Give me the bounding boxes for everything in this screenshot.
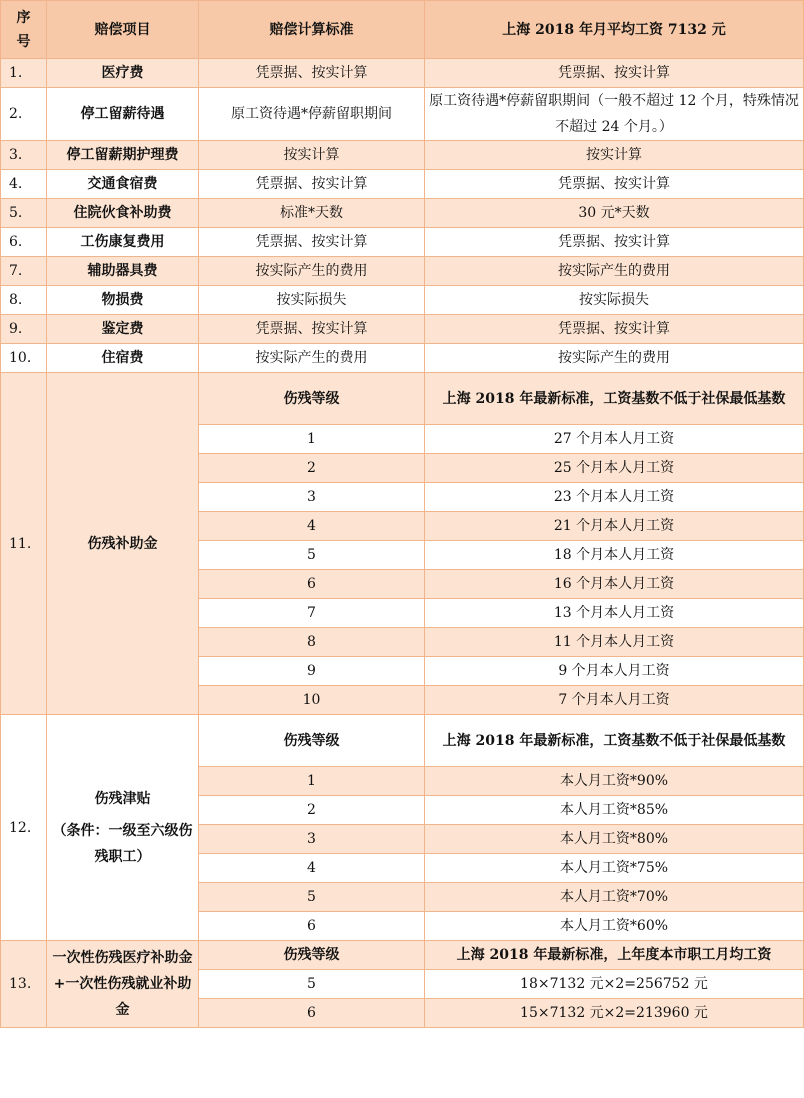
level: 1 <box>199 767 425 796</box>
row-no: 3. <box>1 141 47 170</box>
level-value: 本人月工资*85% <box>425 796 804 825</box>
level: 4 <box>199 512 425 541</box>
header-item: 赔偿项目 <box>47 1 199 59</box>
row-no: 1. <box>1 59 47 88</box>
group-13-sub-left: 伤残等级 <box>199 941 425 970</box>
row-standard: 按实际产生的费用 <box>199 257 425 286</box>
row-no: 5. <box>1 199 47 228</box>
level-value: 27 个月本人月工资 <box>425 425 804 454</box>
level-value: 13 个月本人月工资 <box>425 599 804 628</box>
table-row <box>1 170 804 199</box>
row-no: 4. <box>1 170 47 199</box>
row-item: 停工留薪待遇 <box>47 88 199 141</box>
level: 6 <box>199 999 425 1028</box>
row-shanghai: 按实际损失 <box>425 286 804 315</box>
table-row <box>1 199 804 228</box>
level: 5 <box>199 970 425 999</box>
level: 4 <box>199 854 425 883</box>
level: 2 <box>199 796 425 825</box>
group-12-item-condition: （条件：一级至六级伤残职工） <box>52 822 193 865</box>
level-value: 本人月工资*60% <box>425 912 804 941</box>
row-standard: 按实际产生的费用 <box>199 344 425 373</box>
level-value: 11 个月本人月工资 <box>425 628 804 657</box>
level: 3 <box>199 825 425 854</box>
group-13-no: 13. <box>1 941 47 1028</box>
header-shanghai: 上海 2018 年月平均工资 7132 元 <box>425 1 804 59</box>
row-item: 鉴定费 <box>47 315 199 344</box>
table-row <box>1 315 804 344</box>
table-row <box>1 88 804 141</box>
header-standard: 赔偿计算标准 <box>199 1 425 59</box>
level: 3 <box>199 483 425 512</box>
table-row <box>1 715 804 767</box>
row-standard: 按实际损失 <box>199 286 425 315</box>
level-value: 16 个月本人月工资 <box>425 570 804 599</box>
row-standard: 凭票据、按实计算 <box>199 228 425 257</box>
group-11-no: 11. <box>1 373 47 715</box>
level-value: 本人月工资*75% <box>425 854 804 883</box>
row-item: 停工留薪期护理费 <box>47 141 199 170</box>
row-shanghai: 按实际产生的费用 <box>425 257 804 286</box>
level-value: 9 个月本人月工资 <box>425 657 804 686</box>
level-value: 本人月工资*80% <box>425 825 804 854</box>
row-item: 住宿费 <box>47 344 199 373</box>
row-no: 2. <box>1 88 47 141</box>
row-no: 10. <box>1 344 47 373</box>
table-row <box>1 59 804 88</box>
level-value: 本人月工资*90% <box>425 767 804 796</box>
row-item: 辅助器具费 <box>47 257 199 286</box>
row-shanghai: 凭票据、按实计算 <box>425 315 804 344</box>
row-shanghai: 凭票据、按实计算 <box>425 170 804 199</box>
row-no: 8. <box>1 286 47 315</box>
level-value: 18 个月本人月工资 <box>425 541 804 570</box>
header-row <box>1 1 804 59</box>
table-row <box>1 373 804 425</box>
table-row <box>1 286 804 315</box>
level: 10 <box>199 686 425 715</box>
row-shanghai: 按实际产生的费用 <box>425 344 804 373</box>
group-11-item: 伤残补助金 <box>47 373 199 715</box>
row-standard: 凭票据、按实计算 <box>199 59 425 88</box>
row-standard: 标准*天数 <box>199 199 425 228</box>
group-11-sub-left: 伤残等级 <box>199 373 425 425</box>
row-item: 工伤康复费用 <box>47 228 199 257</box>
group-13-sub-right: 上海 2018 年最新标准，上年度本市职工月均工资 <box>425 941 804 970</box>
level: 5 <box>199 541 425 570</box>
row-shanghai: 凭票据、按实计算 <box>425 228 804 257</box>
level-value: 25 个月本人月工资 <box>425 454 804 483</box>
row-no: 7. <box>1 257 47 286</box>
row-standard: 凭票据、按实计算 <box>199 315 425 344</box>
row-no: 6. <box>1 228 47 257</box>
row-item: 医疗费 <box>47 59 199 88</box>
group-12-item <box>47 715 199 941</box>
row-item: 物损费 <box>47 286 199 315</box>
level: 1 <box>199 425 425 454</box>
table-row <box>1 228 804 257</box>
table-row <box>1 941 804 970</box>
level: 6 <box>199 570 425 599</box>
row-item: 住院伙食补助费 <box>47 199 199 228</box>
level: 2 <box>199 454 425 483</box>
group-11-sub-right: 上海 2018 年最新标准，工资基数不低于社保最低基数 <box>425 373 804 425</box>
row-shanghai: 原工资待遇*停薪留职期间（一般不超过 12 个月，特殊情况不超过 24 个月。） <box>425 88 804 141</box>
group-12-no: 12. <box>1 715 47 941</box>
group-12-sub-right: 上海 2018 年最新标准，工资基数不低于社保最低基数 <box>425 715 804 767</box>
group-13-item: 一次性伤残医疗补助金+一次性伤残就业补助金 <box>47 941 199 1028</box>
row-standard: 凭票据、按实计算 <box>199 170 425 199</box>
row-no: 9. <box>1 315 47 344</box>
level: 9 <box>199 657 425 686</box>
group-12-item-title: 伤残津贴 <box>94 790 151 807</box>
row-item: 交通食宿费 <box>47 170 199 199</box>
level-value: 7 个月本人月工资 <box>425 686 804 715</box>
level-value: 18×7132 元×2=256752 元 <box>425 970 804 999</box>
table-row <box>1 344 804 373</box>
level: 5 <box>199 883 425 912</box>
row-shanghai: 凭票据、按实计算 <box>425 59 804 88</box>
header-no: 序 号 <box>1 1 47 59</box>
row-shanghai: 按实计算 <box>425 141 804 170</box>
table-row <box>1 141 804 170</box>
level: 7 <box>199 599 425 628</box>
row-standard: 原工资待遇*停薪留职期间 <box>199 88 425 141</box>
level: 6 <box>199 912 425 941</box>
table-row <box>1 257 804 286</box>
level: 8 <box>199 628 425 657</box>
row-shanghai: 30 元*天数 <box>425 199 804 228</box>
level-value: 21 个月本人月工资 <box>425 512 804 541</box>
level-value: 23 个月本人月工资 <box>425 483 804 512</box>
row-standard: 按实计算 <box>199 141 425 170</box>
group-12-sub-left: 伤残等级 <box>199 715 425 767</box>
level-value: 本人月工资*70% <box>425 883 804 912</box>
level-value: 15×7132 元×2=213960 元 <box>425 999 804 1028</box>
